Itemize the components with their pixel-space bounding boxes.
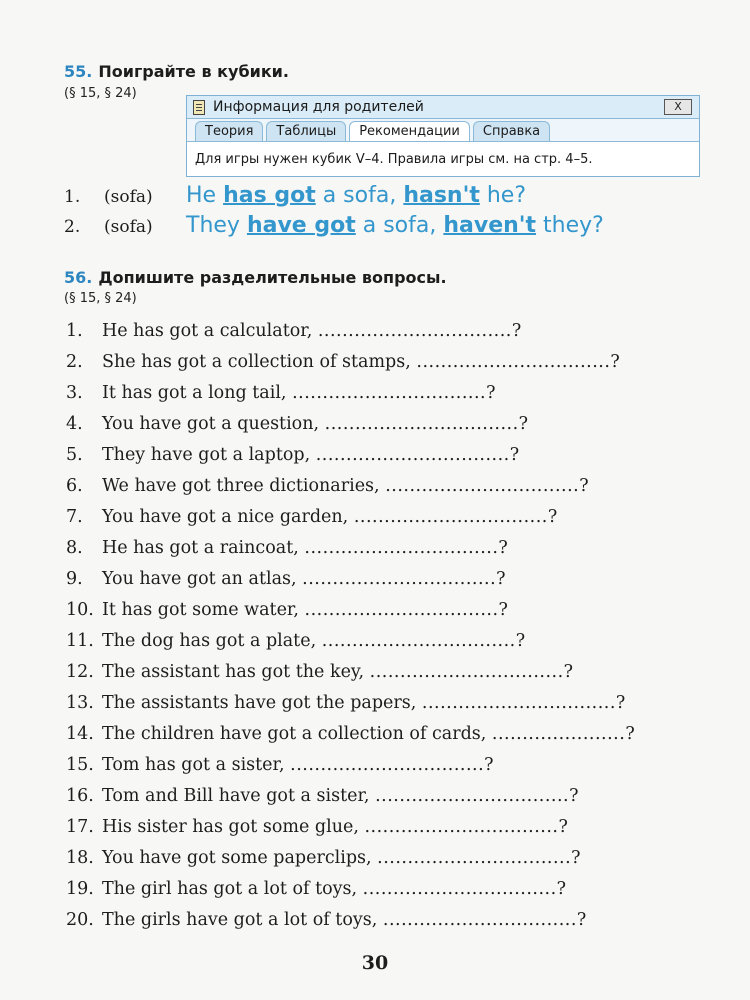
- answer-blank[interactable]: ................................: [304, 538, 499, 558]
- list-item: 3. It has got a long tail, ................................?: [66, 383, 496, 403]
- answer-blank[interactable]: ................................: [292, 383, 487, 403]
- list-item: 9. You have got an atlas, ................................?: [66, 569, 506, 589]
- example-answer: They have got a sofa, haven't they?: [186, 213, 604, 238]
- exercise-55-heading: [64, 62, 289, 81]
- exercise-55-title: Поиграйте в кубики.: [98, 62, 289, 81]
- exercise-55-number: 55.: [64, 62, 93, 81]
- tab-tables[interactable]: Таблицы: [266, 121, 346, 141]
- exercise-56-heading: [64, 268, 447, 287]
- list-item: 11. The dog has got a plate, ................................?: [66, 631, 526, 651]
- list-item: 7. You have got a nice garden, ................................?: [66, 507, 558, 527]
- list-item: 15. Tom has got a sister, ................................?: [66, 755, 494, 775]
- list-item: 18. You have got some paperclips, ................................?: [66, 848, 581, 868]
- list-item: 5. They have got a laptop, ................................?: [66, 445, 520, 465]
- list-item: 2. She has got a collection of stamps, ................................?: [66, 352, 620, 372]
- parent-info-panel: [186, 95, 700, 177]
- list-item: 1. He has got a calculator, ................................?: [66, 321, 522, 341]
- list-item: 8. He has got a raincoat, ................................?: [66, 538, 508, 558]
- answer-blank[interactable]: ................................: [321, 631, 516, 651]
- list-item: 12. The assistant has got the key, ................................?: [66, 662, 574, 682]
- answer-blank[interactable]: ......................: [491, 724, 626, 744]
- answer-blank[interactable]: ................................: [362, 879, 557, 899]
- info-panel-text: Для игры нужен кубик V–4. Правила игры см. на стр. 4–5.: [187, 141, 699, 176]
- question-list: [66, 316, 716, 936]
- exercise-56-title: Допишите разделительные вопросы.: [98, 268, 447, 287]
- exercise-56-reference: (§ 15, § 24): [64, 291, 137, 306]
- info-panel-tabs: [187, 119, 699, 141]
- example-answer: He has got a sofa, hasn't he?: [186, 183, 527, 208]
- answer-blank[interactable]: ................................: [375, 786, 570, 806]
- answer-blank[interactable]: ................................: [302, 569, 497, 589]
- exercise-56-number: 56.: [64, 268, 93, 287]
- list-item: 19. The girl has got a lot of toys, ................................?: [66, 879, 567, 899]
- answer-blank[interactable]: ................................: [385, 476, 580, 496]
- answer-blank[interactable]: ................................: [377, 848, 572, 868]
- info-panel-title: Информация для родителей: [213, 99, 424, 115]
- list-item: 10. It has got some water, ................................?: [66, 600, 508, 620]
- tab-help[interactable]: Справка: [473, 121, 550, 141]
- example-number: 1.: [64, 187, 81, 207]
- answer-blank[interactable]: ................................: [324, 414, 519, 434]
- list-item: 20. The girls have got a lot of toys, ................................?: [66, 910, 587, 930]
- tab-recommendations[interactable]: Рекомендации: [349, 121, 470, 141]
- list-item: 17. His sister has got some glue, ................................?: [66, 817, 568, 837]
- answer-blank[interactable]: ................................: [416, 352, 611, 372]
- answer-blank[interactable]: ................................: [290, 755, 485, 775]
- answer-blank[interactable]: ................................: [421, 693, 616, 713]
- tab-theory[interactable]: Теория: [195, 121, 263, 141]
- list-item: 4. You have got a question, ................................?: [66, 414, 529, 434]
- example-cue: (sofa): [104, 217, 153, 237]
- example-line: [64, 183, 526, 213]
- list-item: 14. The children have got a collection of cards, ......................?: [66, 724, 635, 744]
- example-line: [64, 213, 604, 243]
- info-panel-titlebar: [187, 96, 699, 119]
- answer-blank[interactable]: ................................: [353, 507, 548, 527]
- document-icon: [193, 100, 205, 115]
- answer-blank[interactable]: ................................: [317, 321, 512, 341]
- answer-blank[interactable]: ................................: [369, 662, 564, 682]
- answer-blank[interactable]: ................................: [382, 910, 577, 930]
- example-cue: (sofa): [104, 187, 153, 207]
- answer-blank[interactable]: ................................: [304, 600, 499, 620]
- page-number: 30: [361, 952, 389, 974]
- list-item: 13. The assistants have got the papers, ................................?: [66, 693, 626, 713]
- list-item: 16. Tom and Bill have got a sister, ................................?: [66, 786, 579, 806]
- answer-blank[interactable]: ................................: [364, 817, 559, 837]
- answer-blank[interactable]: ................................: [315, 445, 510, 465]
- close-button[interactable]: X: [664, 99, 692, 115]
- list-item: 6. We have got three dictionaries, ................................?: [66, 476, 589, 496]
- exercise-55-reference: (§ 15, § 24): [64, 86, 137, 101]
- example-number: 2.: [64, 217, 81, 237]
